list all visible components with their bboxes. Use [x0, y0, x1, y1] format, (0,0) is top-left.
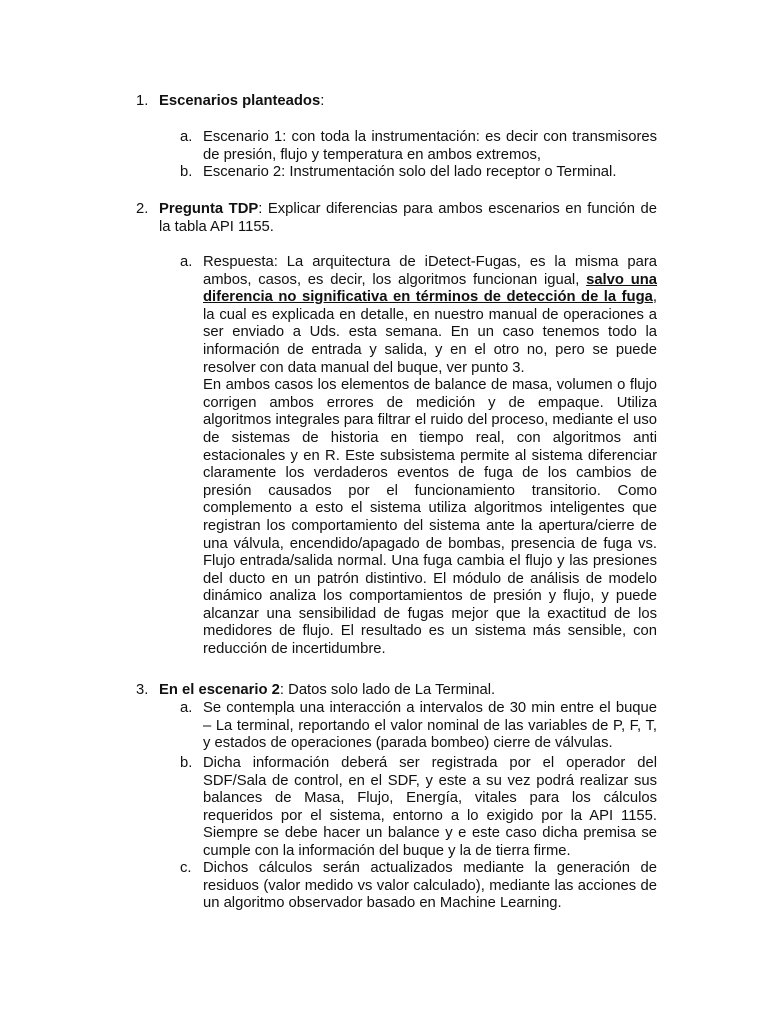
item-letter: a.: [180, 254, 193, 270]
list-item: Escenario 2: Instrumentación solo del lado receptor o Terminal.: [203, 164, 617, 180]
section-number: 2.: [136, 201, 149, 217]
section-heading: Pregunta TDP: [159, 201, 259, 217]
section-heading-suffix: :: [320, 93, 325, 109]
list-item: [203, 254, 657, 659]
item-letter: b.: [180, 755, 193, 771]
answer-emphasis: salvo una diferencia no significativa en términos de detección de la fuga: [203, 271, 657, 306]
section-heading-line: [159, 93, 657, 111]
section-heading: En el escenario 2: [159, 682, 280, 698]
answer-text-before: Respuesta: La arquitectura de iDetect-Fugas, es la misma para ambos, casos, es decir, los algoritmos funcionan igual,: [203, 254, 657, 288]
item-letter: c.: [180, 860, 192, 876]
item-letter: b.: [180, 164, 193, 180]
item-letter: a.: [180, 700, 193, 716]
item-letter: a.: [180, 129, 193, 145]
section-number: 3.: [136, 682, 149, 698]
section-heading-line: [159, 201, 657, 236]
answer-text-after: , la cual es explicada en detalle, en nuestro manual de operaciones a ser enviado a Uds. esta semana. En un caso tenemos todo la información de entrada y salida, y en el otro no, pero se puede resolver con data manual del buque, ver punto 3.: [203, 289, 657, 376]
list-item: Dichos cálculos serán actualizados mediante la generación de residuos (valor medido vs valor calculado), mediante las acciones de un algoritmo observador basado en Machine Learning.: [203, 860, 657, 912]
list-item: Se contempla una interacción a intervalos de 30 min entre el buque – La terminal, reportando el valor nominal de las variables de P, F, T, y estados de operaciones (parada bombeo) cierre de válvulas.: [203, 700, 657, 752]
list-item: Escenario 1: con toda la instrumentación: es decir con transmisores de presión, flujo y temperatura en ambos extremos,: [203, 129, 657, 163]
section-heading: Escenarios planteados: [159, 93, 321, 109]
answer-paragraph: [203, 254, 657, 377]
section-heading-suffix: : Datos solo lado de La Terminal.: [279, 682, 496, 698]
section-heading-suffix: : Explicar diferencias para ambos escenarios en función de la tabla API 1155.: [159, 201, 657, 235]
answer-paragraph-2: En ambos casos los elementos de balance de masa, volumen o flujo corrigen ambos errores de medición y de empaque. Utiliza algoritmos integrales para filtrar el ruido del proceso, mediante el uso de sistemas de historia en tiempo real, con algoritmos anti estacionales y en R. Este subsistema permite al sistema diferenciar claramente los verdaderos eventos de fuga de los cambios de presión causados por el funcionamiento transitorio. Como complemento a esto el sistema utiliza algoritmos inteligentes que registran los comportamiento del sistema ante la apertura/cierre de una válvula, encendido/apagado de bombas, presencia de fuga vs. Flujo entrada/salida normal. Una fuga cambia el flujo y las presiones del ducto en un patrón distintivo. El módulo de análisis de modelo dinámico analiza los comportamientos de presión y flujo, y puede alcanzar una sensibilidad de fugas mejor que la exactitud de los medidores de flujo. El resultado es un sistema más sensible, con reducción de incertidumbre.: [203, 377, 657, 658]
section-number: 1.: [136, 93, 149, 109]
list-item: Dicha información deberá ser registrada por el operador del SDF/Sala de control, en el SDF, y este a su vez podrá realizar sus balances de Masa, Flujo, Energía, vitales para los cálculos requeridos por el sistema, entorno a lo exigido por la API 1155. Siempre se debe hacer un balance y e este caso dicha premisa se cumple con la información del buque y la de tierra firme.: [203, 755, 657, 859]
section-heading-line: [159, 682, 657, 700]
